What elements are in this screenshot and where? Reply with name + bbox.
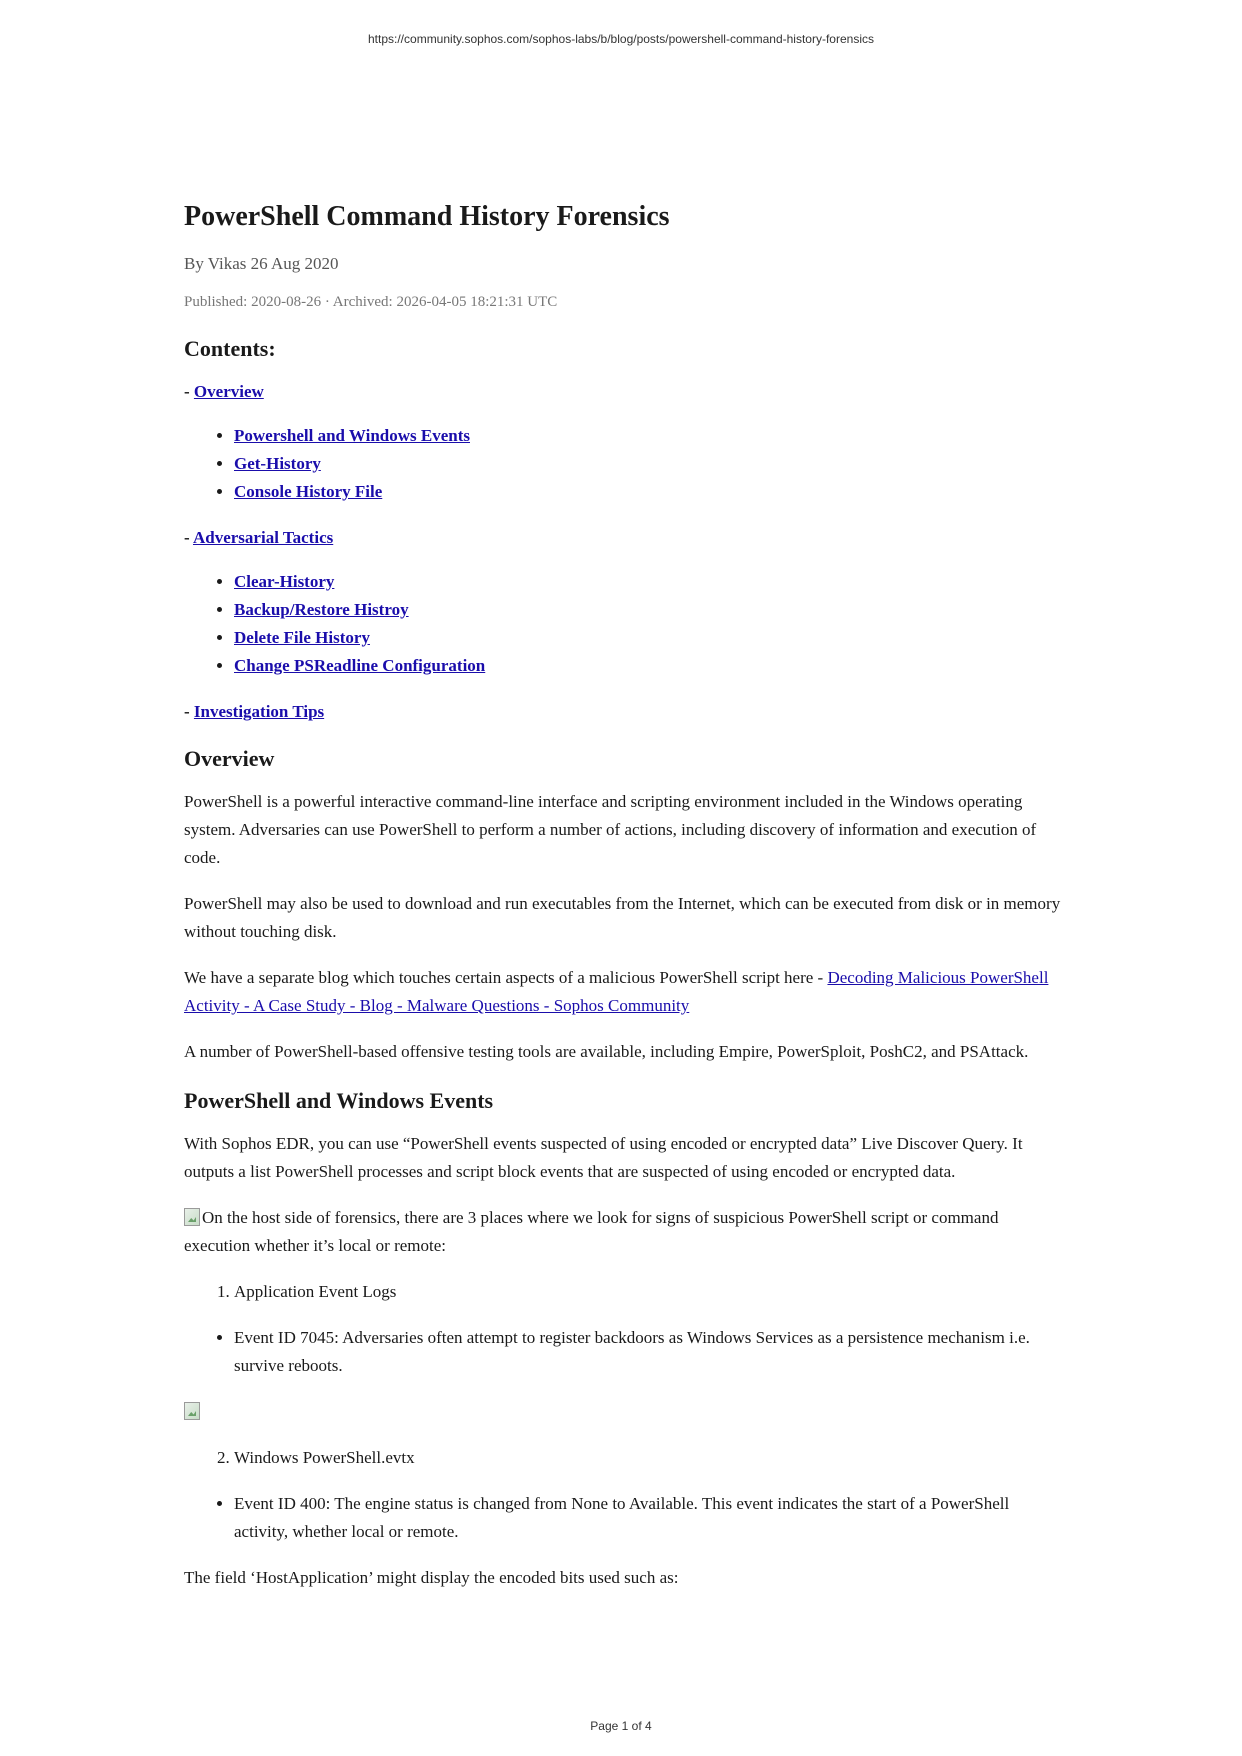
toc-section-adversarial: - Adversarial Tactics (184, 528, 334, 547)
event-source-list (184, 1444, 1064, 1472)
event-detail-list (184, 1324, 1064, 1380)
overview-paragraph: We have a separate blog which touches certain aspects of a malicious PowerShell script here - Decoding Malicious PowerShell Activity - A Case Study - Blog - Malware Questions - Sophos Community (184, 968, 1049, 1015)
overview-paragraph: PowerShell may also be used to download and run executables from the Internet, which can be executed from disk or in memory without touching disk. (184, 894, 1061, 941)
page-number-footer: Page 1 of 4 (590, 1719, 652, 1733)
toc-section-overview: - Overview (184, 382, 264, 401)
broken-image-icon (184, 1402, 200, 1420)
toc-link-change-psreadline[interactable]: Change PSReadline Configuration (234, 656, 486, 675)
contents-heading: Contents: (184, 336, 276, 361)
toc-link-overview[interactable]: Overview (193, 382, 264, 401)
events-paragraph: With Sophos EDR, you can use “PowerShell events suspected of using encoded or encrypted data” Live Discover Query. It outputs a list PowerShell processes and script block events that are suspected of using encoded or encrypted data. (184, 1134, 1023, 1181)
overview-paragraph: PowerShell is a powerful interactive command-line interface and scripting environment included in the Windows operating system. Adversaries can use PowerShell to perform a number of actions, including discovery of information and execution of code. (184, 792, 1037, 867)
toc-link-console-history-file[interactable]: Console History File (234, 482, 383, 501)
broken-image-icon (184, 1208, 200, 1226)
screenshot-image-block (184, 1398, 1064, 1426)
toc-item (234, 624, 1064, 652)
event-detail-item: • Event ID 400: The engine status is changed from None to Available. This event indicates the start of a PowerShell activity, whether local or remote. (234, 1490, 1064, 1546)
events-paragraph: The field ‘HostApplication’ might display the encoded bits used such as: (184, 1568, 679, 1587)
events-paragraph: On the host side of forensics, there are 3 places where we look for signs of suspicious PowerShell script or command execution whether it’s local or remote: (184, 1208, 999, 1255)
toc-link-powershell-windows-events[interactable]: Powershell and Windows Events (234, 426, 470, 445)
event-source-item: 2. Windows PowerShell.evtx (234, 1444, 1064, 1472)
page-url-header: https://community.sophos.com/sophos-labs/b/blog/posts/powershell-command-history-forensics (368, 32, 874, 46)
toc-item (234, 652, 1064, 680)
byline: By Vikas 26 Aug 2020 (184, 254, 339, 273)
article-content (184, 196, 1064, 1610)
event-source-list (184, 1278, 1064, 1306)
toc-section-investigation: - Investigation Tips (184, 702, 325, 721)
event-source-item: 1. Application Event Logs (234, 1278, 1064, 1306)
toc-link-clear-history[interactable]: Clear-History (234, 572, 335, 591)
toc-item (234, 596, 1064, 624)
events-heading: PowerShell and Windows Events (184, 1088, 494, 1113)
article-title: PowerShell Command History Forensics (184, 201, 670, 232)
toc-item (234, 422, 1064, 450)
toc-item (234, 478, 1064, 506)
decoding-malicious-powershell-link[interactable]: Decoding Malicious PowerShell Activity - A Case Study - Blog - Malware Questions - Sophos Community (184, 968, 1049, 1015)
overview-paragraph: A number of PowerShell-based offensive testing tools are available, including Empire, PowerSploit, PoshC2, and PSAttack. (184, 1042, 1029, 1061)
event-detail-list (184, 1490, 1064, 1546)
toc-link-get-history[interactable]: Get-History (234, 454, 321, 473)
toc-list-overview (184, 422, 1064, 506)
toc-link-investigation-tips[interactable]: Investigation Tips (193, 702, 325, 721)
toc-item (234, 450, 1064, 478)
event-detail-item: • Event ID 7045: Adversaries often attempt to register backdoors as Windows Services as a persistence mechanism i.e. survive reboots. (234, 1324, 1064, 1380)
toc-link-backup-restore[interactable]: Backup/Restore Histroy (234, 600, 409, 619)
publish-archive-meta: Published: 2020-08-26 · Archived: 2026-04-05 18:21:31 UTC (184, 294, 558, 310)
toc-list-adversarial (184, 568, 1064, 680)
toc-item (234, 568, 1064, 596)
toc-link-adversarial-tactics[interactable]: Adversarial Tactics (192, 528, 334, 547)
overview-heading: Overview (184, 746, 275, 771)
toc-link-delete-file-history[interactable]: Delete File History (234, 628, 370, 647)
